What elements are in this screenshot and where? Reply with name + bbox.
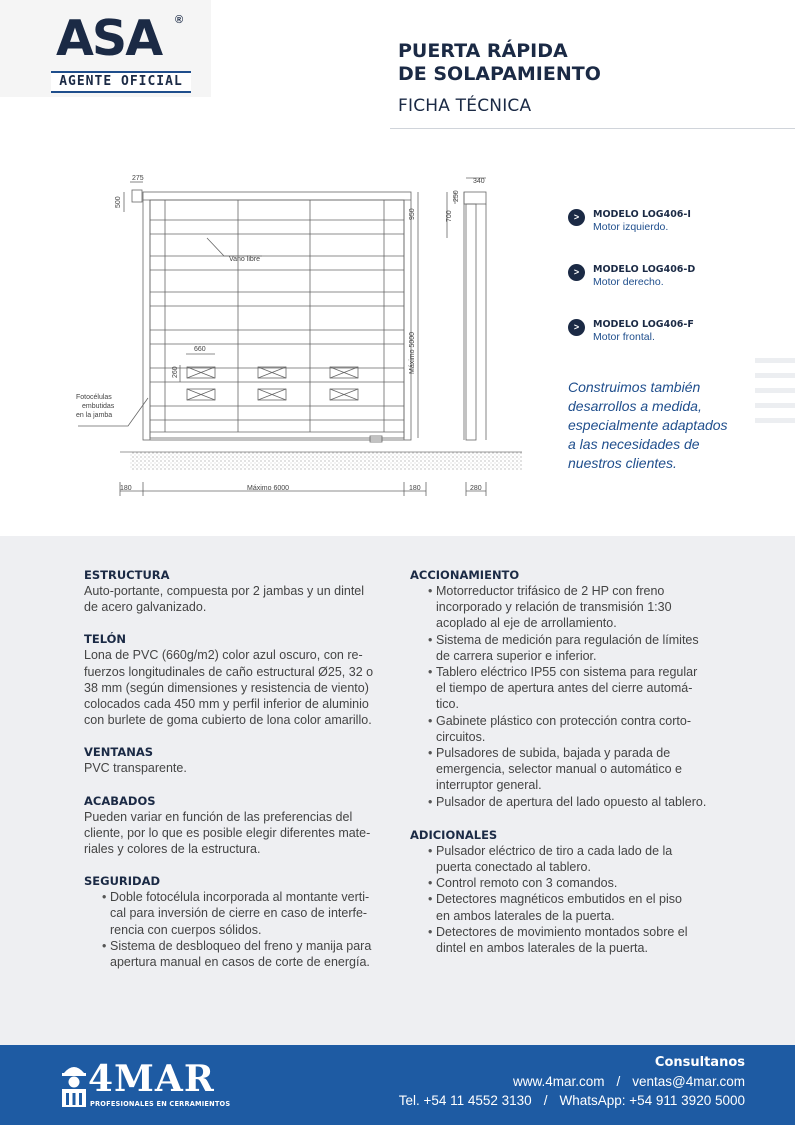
asa-agent-label: AGENTE OFICIAL: [59, 74, 183, 89]
max-height-label: Máximo 5000: [409, 331, 416, 374]
chevron-right-icon: >: [568, 209, 585, 226]
section-line: de acero galvanizado.: [84, 600, 207, 615]
specs-panel: [0, 536, 795, 1045]
asa-agent-bar: [51, 71, 191, 93]
website-link[interactable]: www.4mar.com: [512, 1074, 605, 1089]
specs-left-column: [84, 567, 386, 986]
dim-260: 260: [172, 366, 179, 378]
dim-500: 500: [115, 196, 122, 208]
section-line: PVC transparente.: [84, 761, 187, 776]
list-item: [410, 891, 720, 923]
item-line: incorporado y relación de transmisión 1:30: [436, 600, 672, 615]
company-name: 4MAR: [88, 1058, 215, 1100]
custom-line: especialmente adaptados: [568, 417, 728, 433]
dim-700: 700: [446, 210, 453, 222]
item-line: de carrera superior e inferior.: [436, 648, 597, 663]
dim-left-180: 180: [120, 485, 132, 492]
section-line: colocados cada 450 mm y perfil inferior de aluminio: [84, 697, 369, 712]
chevron-right-icon: >: [568, 264, 585, 281]
custom-development-note: [568, 378, 748, 473]
separator: /: [616, 1074, 621, 1089]
section-line: riales y colores de la estructura.: [84, 842, 261, 857]
model-item: [568, 318, 695, 344]
item-line: • Pulsador eléctrico de tiro a cada lado de la: [436, 843, 673, 858]
item-line: • Tablero eléctrico IP55 con sistema para regular: [436, 665, 698, 680]
list-item: [84, 938, 386, 970]
list-item: [410, 664, 720, 713]
section-heading: VENTANAS: [84, 745, 154, 760]
dim-660: 660: [194, 346, 206, 353]
section-adicionales: [410, 827, 720, 956]
section-line: con burlete de goma cubierto de lona color amarillo.: [84, 713, 372, 728]
item-line: • Sistema de desbloqueo del freno y manija para: [110, 938, 372, 953]
model-desc: Motor izquierdo.: [593, 221, 669, 233]
section-heading: SEGURIDAD: [84, 874, 161, 889]
footer: [0, 1045, 795, 1125]
dim-275: 275: [132, 175, 144, 182]
list-item: [410, 713, 720, 745]
custom-line: desarrollos a medida,: [568, 398, 702, 414]
separator: /: [543, 1093, 548, 1108]
item-line: tico.: [436, 697, 459, 712]
item-line: apertura manual en casos de corte de energía.: [110, 955, 370, 970]
section-line: cliente, por lo que es posible elegir diferentes mate-: [84, 825, 371, 840]
dim-250: 250: [453, 190, 460, 202]
item-line: • Detectores magnéticos embutidos en el piso: [436, 892, 682, 907]
section-line: fuerzos longitudinales de caño estructural Ø25, 32 o: [84, 664, 374, 679]
item-line: • Detectores de movimiento montados sobre el: [436, 924, 688, 939]
page-subtitle: FICHA TÉCNICA: [398, 96, 532, 116]
contact-block: [399, 1054, 745, 1110]
bullet-list: [84, 889, 386, 970]
fotocelulas-label-1: Fotocélulas: [76, 394, 112, 401]
door-frame: [143, 192, 411, 440]
contact-phone-line: [399, 1091, 745, 1110]
asa-logo: [0, 0, 211, 97]
chevron-right-icon: >: [568, 319, 585, 336]
list-item: [410, 632, 720, 664]
custom-line: nuestros clientes.: [568, 455, 677, 471]
fotocelulas-label-2: embutidas: [82, 403, 115, 410]
page-title-line1: PUERTA RÁPIDA: [398, 40, 568, 62]
section-acabados: [84, 793, 386, 858]
section-telon: [84, 631, 386, 728]
company-tagline: PROFESIONALES EN CERRAMIENTOS: [90, 1100, 231, 1108]
technical-drawing: [0, 160, 540, 510]
asa-logo-word: ASA: [56, 10, 162, 67]
phone-link[interactable]: Tel. +54 11 4552 3130: [398, 1093, 532, 1108]
dim-280: 280: [470, 485, 482, 492]
section-line: Pueden variar en función de las preferencias del: [84, 809, 353, 824]
section-line: 38 mm (según dimensiones y resistencia de viento): [84, 680, 369, 695]
section-line: Lona de PVC (660g/m2) color azul oscuro, con re-: [84, 648, 363, 663]
list-item: [410, 843, 720, 875]
model-name: MODELO LOG406-I: [593, 209, 691, 220]
section-seguridad: [84, 873, 386, 970]
item-line: • Doble fotocélula incorporada al montante verti-: [110, 890, 370, 905]
item-line: interruptor general.: [436, 778, 542, 793]
specs-right-column: [410, 567, 720, 973]
section-estructura: [84, 567, 386, 615]
bullet-list: [410, 843, 720, 956]
model-desc: Motor frontal.: [593, 331, 655, 343]
window-row-1: [187, 367, 358, 378]
title-block: [398, 40, 601, 116]
item-line: • Motorreductor trifásico de 2 HP con freno: [436, 584, 665, 598]
max-width-label: Máximo 6000: [247, 485, 290, 492]
bullet-list: [410, 583, 720, 810]
model-item: [568, 208, 695, 234]
item-line: • Pulsador de apertura del lado opuesto al tablero.: [436, 794, 707, 809]
custom-line: Construimos también: [568, 379, 701, 395]
list-item: [410, 794, 720, 810]
item-line: • Pulsadores de subida, bajada y parada de: [436, 746, 671, 761]
item-line: el tiempo de apertura antes del cierre automá-: [436, 681, 693, 696]
item-line: circuitos.: [436, 729, 486, 744]
custom-line: a las necesidades de: [568, 436, 700, 452]
contact-web-line: [399, 1072, 745, 1091]
vano-libre-label: Vano libre: [229, 256, 261, 263]
list-item: [410, 875, 720, 891]
registered-mark: ®: [175, 14, 184, 26]
item-line: • Control remoto con 3 comandos.: [436, 876, 618, 891]
dim-950: 950: [409, 208, 416, 220]
worker-helmet-icon: [62, 1063, 86, 1109]
item-line: puerta conectado al tablero.: [436, 860, 591, 875]
model-desc: Motor derecho.: [593, 276, 664, 288]
item-line: emergencia, selector manual o automático e: [436, 762, 682, 777]
page-title-line2: DE SOLAPAMIENTO: [398, 63, 601, 85]
item-line: • Sistema de medición para regulación de límites: [436, 632, 699, 647]
model-list: [568, 208, 695, 373]
model-item: [568, 263, 695, 289]
dim-right-180: 180: [409, 485, 421, 492]
item-line: rencia con cuerpos sólidos.: [110, 922, 262, 937]
whatsapp-link[interactable]: WhatsApp: +54 911 3920 5000: [559, 1093, 745, 1108]
model-name: MODELO LOG406-F: [593, 319, 694, 330]
section-accionamiento: [410, 567, 720, 810]
item-line: dintel en ambos laterales de la puerta.: [436, 941, 648, 956]
section-line: Auto-portante, compuesta por 2 jambas y un dintel: [84, 584, 365, 598]
section-heading: ADICIONALES: [410, 827, 498, 842]
window-row-2: [187, 389, 358, 400]
item-line: acoplado al eje de arrollamiento.: [436, 616, 617, 631]
item-line: cal para inversión de cierre en caso de interfe-: [110, 906, 368, 921]
decorative-stripes: [755, 358, 795, 433]
section-heading: TELÓN: [84, 632, 127, 647]
section-heading: ESTRUCTURA: [84, 568, 170, 582]
model-name: MODELO LOG406-D: [593, 264, 696, 275]
email-link[interactable]: ventas@4mar.com: [632, 1074, 745, 1089]
fotocelulas-label-3: en la jamba: [76, 412, 113, 419]
item-line: • Gabinete plástico con protección contra corto-: [436, 713, 691, 728]
section-heading: ACCIONAMIENTO: [410, 568, 520, 582]
section-heading: ACABADOS: [84, 793, 156, 808]
title-divider: [390, 128, 795, 129]
dim-340: 340: [473, 178, 485, 185]
section-ventanas: [84, 744, 386, 776]
list-item: [84, 889, 386, 938]
contact-title: Consultanos: [654, 1055, 745, 1070]
list-item: [410, 583, 720, 632]
list-item: [410, 745, 720, 794]
ground-hatch: [130, 452, 522, 470]
list-item: [410, 924, 720, 956]
item-line: en ambos laterales de la puerta.: [436, 908, 615, 923]
